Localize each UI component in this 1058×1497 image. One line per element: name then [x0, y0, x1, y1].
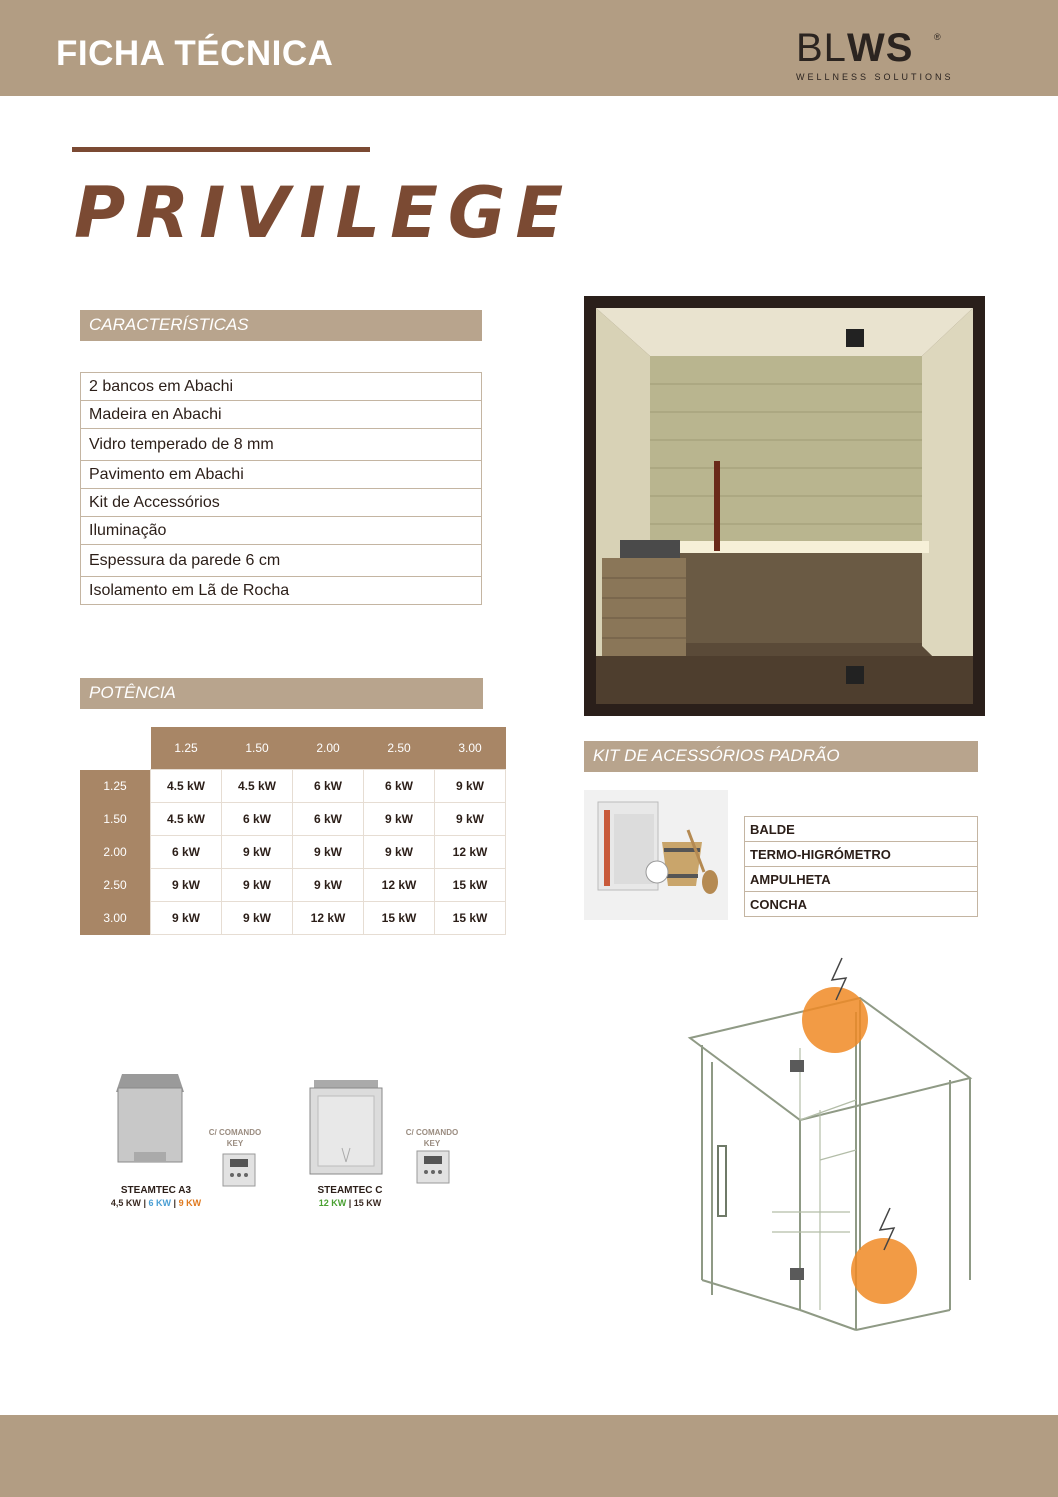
row-header: 1.25 — [80, 770, 151, 803]
sauna-sketch-drawing — [680, 950, 990, 1345]
feature-item: Isolamento em Lã de Rocha — [81, 577, 482, 605]
control-panel-image — [416, 1150, 450, 1184]
power-option: 6 KW — [148, 1198, 171, 1208]
header-title: FICHA TÉCNICA — [56, 34, 334, 73]
kit-table — [744, 816, 978, 917]
command-label-line: KEY — [423, 1139, 441, 1148]
page-title: PRIVILEGE — [74, 172, 574, 254]
brand-logo — [796, 26, 954, 88]
power-cell: 9 kW — [293, 836, 364, 869]
heater-steamtec-a3-image — [114, 1070, 186, 1166]
logo-main-bold: WS — [846, 26, 914, 70]
heater-power-list — [290, 1198, 410, 1208]
power-cell: 9 kW — [293, 869, 364, 902]
power-option: 9 KW — [178, 1198, 202, 1208]
kit-item: BALDE — [745, 817, 978, 842]
power-cell: 15 kW — [435, 902, 506, 935]
power-cell: 6 kW — [151, 836, 222, 869]
command-label-line: C/ COMANDO — [208, 1128, 262, 1137]
command-label — [202, 1127, 268, 1149]
features-table — [80, 372, 482, 605]
sauna-photo — [584, 296, 985, 716]
power-option: 15 KW — [353, 1198, 382, 1208]
features-heading: CARACTERÍSTICAS — [80, 310, 482, 341]
power-cell: 15 kW — [435, 869, 506, 902]
power-cell: 6 kW — [293, 770, 364, 803]
table-corner — [80, 727, 151, 770]
kit-heading: KIT DE ACESSÓRIOS PADRÃO — [584, 741, 978, 772]
row-header: 2.00 — [80, 836, 151, 869]
logo-registered: ® — [934, 32, 941, 42]
power-cell: 9 kW — [222, 836, 293, 869]
accessory-kit-image — [584, 790, 728, 920]
power-cell: 4.5 kW — [151, 803, 222, 836]
feature-item: Vidro temperado de 8 mm — [81, 429, 482, 461]
power-cell: 9 kW — [222, 869, 293, 902]
power-cell: 9 kW — [151, 869, 222, 902]
power-separator: | — [143, 1198, 146, 1208]
logo-main-light: BL — [796, 26, 847, 70]
power-cell: 9 kW — [151, 902, 222, 935]
power-cell: 9 kW — [222, 902, 293, 935]
feature-item: 2 bancos em Abachi — [81, 373, 482, 401]
footer-bar — [0, 1415, 1058, 1497]
feature-item: Iluminação — [81, 517, 482, 545]
heater-power-list — [96, 1198, 216, 1208]
title-rule — [72, 147, 370, 152]
heater-name: STEAMTEC C — [317, 1185, 383, 1196]
row-header: 2.50 — [80, 869, 151, 902]
power-cell: 9 kW — [364, 836, 435, 869]
power-heading: POTÊNCIA — [80, 678, 483, 709]
feature-item: Madeira en Abachi — [81, 401, 482, 429]
heater-steamtec-c-image — [308, 1078, 384, 1178]
column-header: 2.00 — [293, 727, 364, 770]
feature-item: Espessura da parede 6 cm — [81, 545, 482, 577]
power-cell: 12 kW — [435, 836, 506, 869]
command-label-line: KEY — [226, 1139, 244, 1148]
power-separator: | — [173, 1198, 177, 1208]
kit-item: CONCHA — [745, 892, 978, 917]
heater-name: STEAMTEC A3 — [120, 1185, 192, 1196]
power-cell: 12 kW — [293, 902, 364, 935]
row-header: 1.50 — [80, 803, 151, 836]
logo-subtitle: WELLNESS SOLUTIONS — [796, 72, 954, 82]
power-cell: 6 kW — [222, 803, 293, 836]
power-cell: 6 kW — [293, 803, 364, 836]
column-header: 2.50 — [364, 727, 435, 770]
command-label — [398, 1127, 466, 1149]
column-header: 1.50 — [222, 727, 293, 770]
column-header: 1.25 — [151, 727, 222, 770]
power-cell: 12 kW — [364, 869, 435, 902]
kit-item: AMPULHETA — [745, 867, 978, 892]
power-separator: | — [348, 1198, 352, 1208]
power-cell: 6 kW — [364, 770, 435, 803]
command-label-line: C/ COMANDO — [405, 1128, 459, 1137]
power-cell: 9 kW — [435, 770, 506, 803]
row-header: 3.00 — [80, 902, 151, 935]
column-header: 3.00 — [435, 727, 506, 770]
power-option: 12 KW — [318, 1198, 347, 1208]
power-cell: 4.5 kW — [151, 770, 222, 803]
power-cell: 15 kW — [364, 902, 435, 935]
power-option: 4,5 KW — [110, 1198, 141, 1208]
power-cell: 9 kW — [364, 803, 435, 836]
kit-item: TERMO-HIGRÓMETRO — [745, 842, 978, 867]
feature-item: Kit de Accessórios — [81, 489, 482, 517]
feature-item: Pavimento em Abachi — [81, 461, 482, 489]
power-table — [80, 727, 506, 935]
power-cell: 4.5 kW — [222, 770, 293, 803]
power-cell: 9 kW — [435, 803, 506, 836]
control-panel-image — [222, 1153, 256, 1187]
